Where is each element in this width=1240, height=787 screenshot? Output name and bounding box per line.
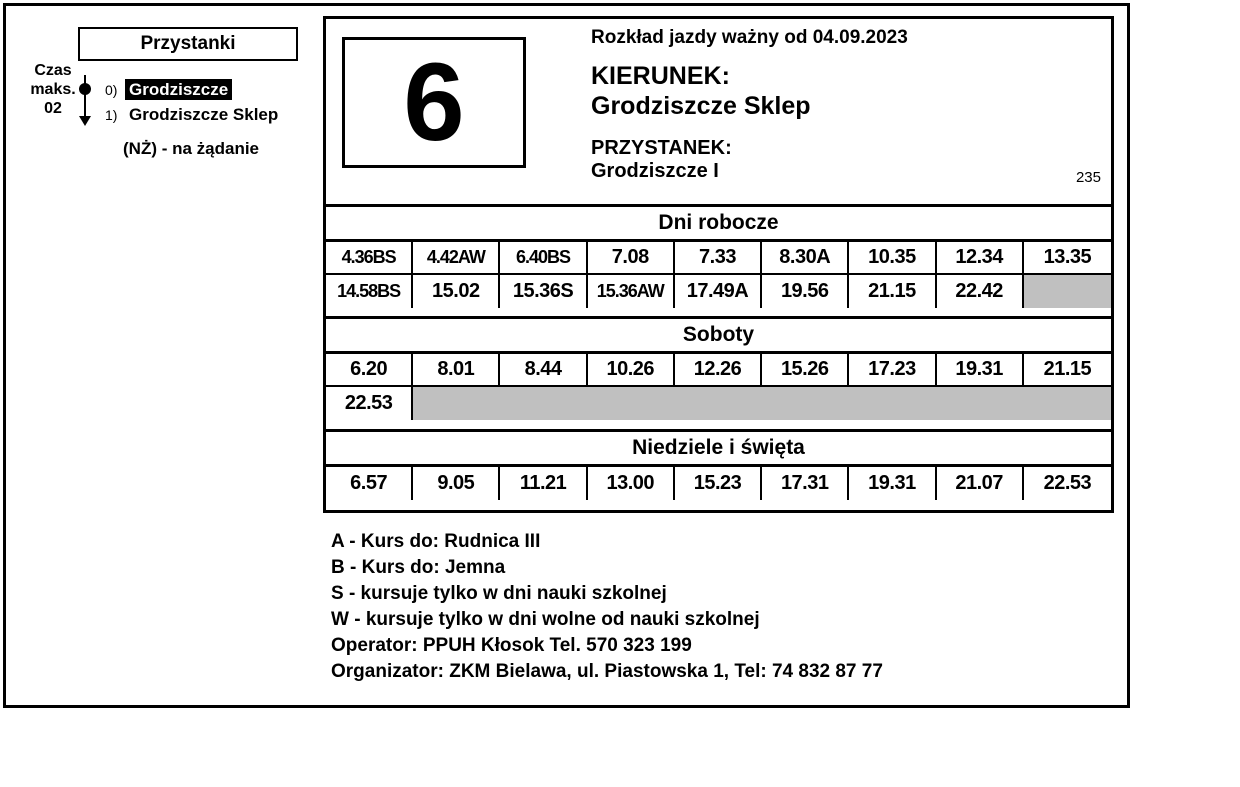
departure-cell: 8.01 [413, 354, 500, 387]
section-saturdays [326, 316, 1111, 420]
valid-from: Rozkład jazdy ważny od 04.09.2023 [591, 27, 908, 48]
departure-cell: 9.05 [413, 467, 500, 500]
departure-cell: 17.31 [762, 467, 849, 500]
departure-cell: 7.33 [675, 242, 762, 275]
departure-cell: 15.02 [413, 275, 500, 308]
departure-cell: 15.26 [762, 354, 849, 387]
departure-cell: 22.53 [1043, 472, 1092, 494]
direction-label: KIERUNEK: [591, 62, 730, 90]
timetable-code: 235 [1075, 169, 1101, 186]
direction-value: Grodziszcze Sklep [591, 92, 811, 120]
departure-cell: 19.31 [937, 354, 1024, 387]
departure-cell: 10.35 [849, 242, 936, 275]
departure-cell: 4.42AW [413, 242, 500, 275]
operator-info: Operator: PPUH Kłosok Tel. 570 323 199 [331, 635, 692, 656]
timetable-board [323, 16, 1114, 513]
departure-cell: 13.00 [588, 467, 675, 500]
departure-cell: 6.40BS [500, 242, 587, 275]
departure-cell: 21.15 [849, 275, 936, 308]
departure-cell: 8.44 [500, 354, 587, 387]
workdays-grid [326, 242, 1111, 308]
note-line: S - kursuje tylko w dni nauki szkolnej [331, 583, 667, 604]
departure-cell: 7.08 [588, 242, 675, 275]
departure-cell: 8.30A [762, 242, 849, 275]
stop-item-0[interactable] [105, 80, 232, 100]
departure-cell: 19.56 [762, 275, 849, 308]
departure-cell: 6.20 [326, 354, 413, 387]
departure-cell: 15.36S [500, 275, 587, 308]
departure-cell: 12.34 [937, 242, 1024, 275]
section-workdays [326, 204, 1111, 308]
section-title: Soboty [326, 316, 1111, 354]
stop-name: Grodziszcze [125, 79, 232, 100]
departure-cell: 17.23 [849, 354, 936, 387]
stops-title: Przystanki [78, 27, 298, 61]
current-stop-dot-icon [79, 83, 91, 95]
note-line: A - Kurs do: Rudnica III [331, 531, 541, 552]
departure-cell: 11.21 [500, 467, 587, 500]
departure-cell: 15.23 [675, 467, 762, 500]
timetable-notes [331, 529, 883, 685]
stop-value: Grodziszcze I [591, 160, 719, 182]
departure-cell: 14.58BS [326, 275, 413, 308]
departure-cell: 6.57 [326, 467, 413, 500]
empty-cell [413, 387, 1111, 420]
departure-cell: 21.15 [1024, 354, 1111, 387]
section-sundays [326, 429, 1111, 500]
route-line [84, 75, 86, 117]
departure-cell: 12.26 [675, 354, 762, 387]
stop-number: 0) [105, 82, 118, 98]
stop-label: PRZYSTANEK: [591, 137, 732, 159]
line-number: 6 [342, 37, 526, 168]
section-title: Dni robocze [326, 204, 1111, 242]
max-time-label [28, 61, 78, 118]
stop-item-1[interactable] [105, 105, 282, 125]
departure-cell: 22.42 [937, 275, 1024, 308]
max-time-value: 02 [44, 100, 62, 117]
departure-cell: 10.26 [588, 354, 675, 387]
departure-cell: 22.53 [326, 387, 413, 420]
departure-cell: 13.35 [1024, 242, 1111, 275]
organizer-info: Organizator: ZKM Bielawa, ul. Piastowska 1, Tel: 74 832 87 77 [331, 661, 883, 682]
stop-name: Grodziszcze Sklep [129, 105, 279, 124]
section-title: Niedziele i święta [326, 429, 1111, 467]
departure-cell: 4.36BS [326, 242, 413, 275]
departure-cell: 19.31 [849, 467, 936, 500]
empty-cell [1024, 275, 1111, 308]
saturdays-grid [326, 354, 1111, 420]
departure-cell: 17.49A [675, 275, 762, 308]
note-line: B - Kurs do: Jemna [331, 557, 506, 578]
max-time-line1: Czas [34, 62, 72, 79]
note-line: W - kursuje tylko w dni wolne od nauki szkolnej [331, 609, 760, 630]
sundays-grid [326, 467, 1111, 500]
on-request-legend: (NŻ) - na żądanie [123, 139, 260, 158]
departure-cell: 21.07 [937, 467, 1024, 500]
arrow-down-icon [79, 116, 91, 126]
departure-cell: 15.36AW [588, 275, 675, 308]
stop-number: 1) [105, 107, 118, 123]
max-time-line2: maks. [30, 81, 76, 98]
